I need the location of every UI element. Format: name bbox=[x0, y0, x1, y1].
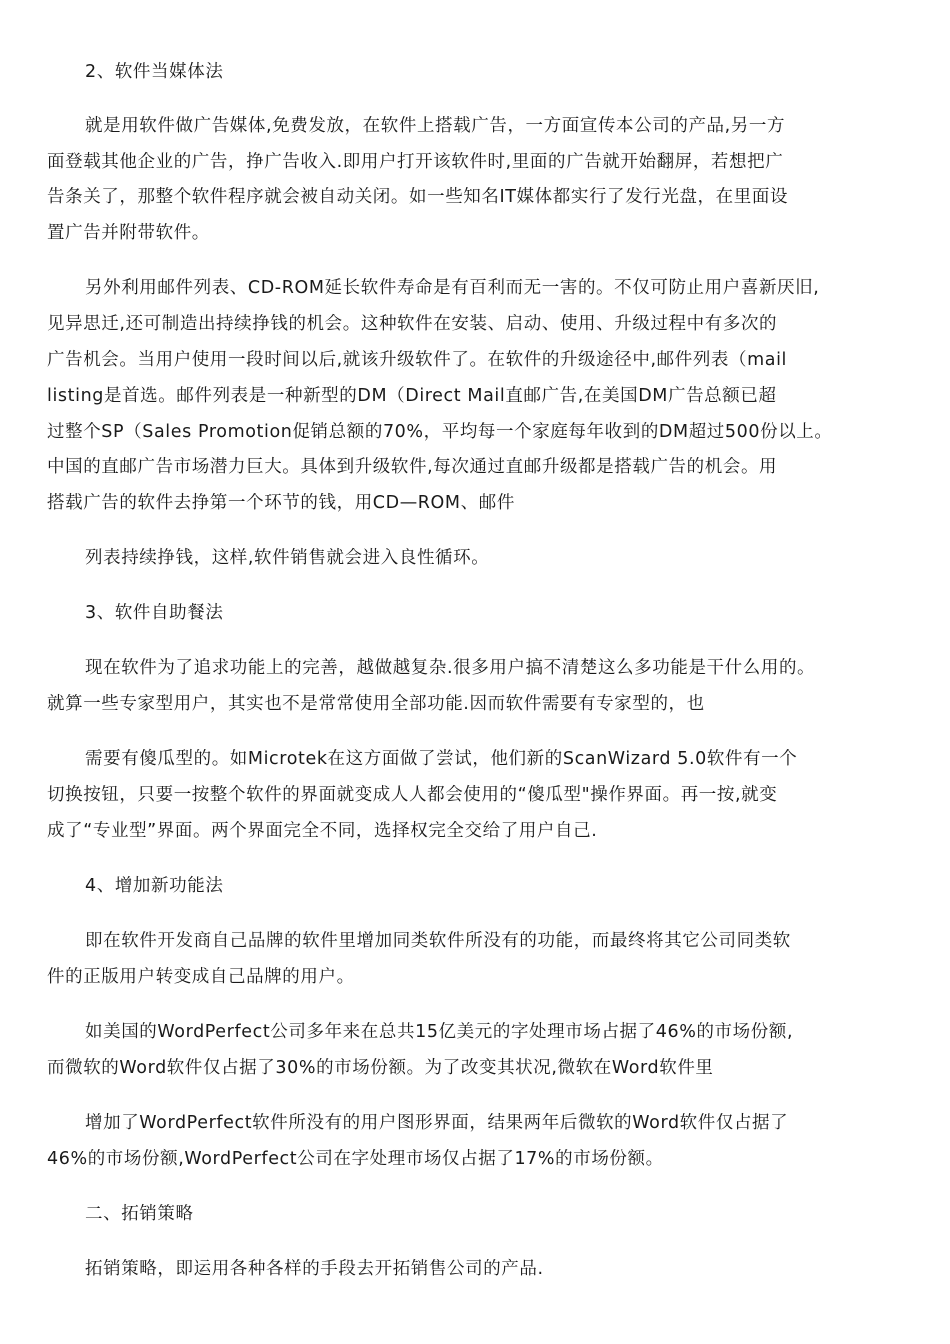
paragraph-line: 需要有傻瓜型的。如Microtek在这方面做了尝试，他们新的ScanWizard 5.0软件有一个 bbox=[85, 749, 798, 769]
paragraph-line: 切换按钮，只要一按整个软件的界面就变成人人都会使用的“傻瓜型"操作界面。再一按,就变 bbox=[47, 785, 778, 805]
paragraph-line: listing是首选。邮件列表是一种新型的DM（Direct Mail直邮广告,在美国DM广告总额已超 bbox=[47, 386, 777, 406]
paragraph-line: 46%的市场份额,WordPerfect公司在字处理市场仅占据了17%的市场份额。 bbox=[47, 1149, 664, 1169]
paragraph-line: 告条关了，那整个软件程序就会被自动关闭。如一些知名IT媒体都实行了发行光盘，在里面设 bbox=[47, 187, 789, 207]
paragraph-line: 件的正版用户转变成自己品牌的用户。 bbox=[47, 967, 355, 987]
paragraph-line: 增加了WordPerfect软件所没有的用户图形界面，结果两年后微软的Word软件仅占据了 bbox=[85, 1113, 789, 1133]
paragraph-line: 另外利用邮件列表、CD-ROM延长软件寿命是有百利而无一害的。不仅可防止用户喜新厌旧, bbox=[85, 278, 820, 298]
paragraph-line: 如美国的WordPerfect公司多年来在总共15亿美元的字处理市场占据了46%的市场份额, bbox=[85, 1022, 794, 1042]
section-heading-2: 2、软件当媒体法 bbox=[85, 62, 224, 82]
paragraph-line: 面登载其他企业的广告，挣广告收入.即用户打开该软件时,里面的广告就开始翻屏，若想把广 bbox=[47, 152, 784, 172]
paragraph-line: 过整个SP（Sales Promotion促销总额的70%，平均每一个家庭每年收到的DM超过500份以上。 bbox=[47, 422, 833, 442]
paragraph-line: 列表持续挣钱，这样,软件销售就会进入良性循环。 bbox=[85, 548, 490, 568]
paragraph-line: 即在软件开发商自己品牌的软件里增加同类软件所没有的功能，而最终将其它公司同类软 bbox=[85, 931, 791, 951]
paragraph-line: 现在软件为了追求功能上的完善，越做越复杂.很多用户搞不清楚这么多功能是干什么用的。 bbox=[85, 658, 816, 678]
paragraph-line: 见异思迁,还可制造出持续挣钱的机会。这种软件在安装、启动、使用、升级过程中有多次的 bbox=[47, 314, 778, 334]
section-heading-two: 二、拓销策略 bbox=[85, 1204, 194, 1224]
paragraph-line: 而微软的Word软件仅占据了30%的市场份额。为了改变其状况,微软在Word软件里 bbox=[47, 1058, 714, 1078]
paragraph-line: 广告机会。当用户使用一段时间以后,就该升级软件了。在软件的升级途径中,邮件列表（mail bbox=[47, 350, 788, 370]
paragraph-line: 成了“专业型”界面。两个界面完全不同，选择权完全交给了用户自己. bbox=[47, 821, 598, 841]
paragraph-line: 就算一些专家型用户，其实也不是常常使用全部功能.因而软件需要有专家型的，也 bbox=[47, 694, 705, 714]
paragraph-line: 就是用软件做广告媒体,免费发放，在软件上搭载广告，一方面宣传本公司的产品,另一方 bbox=[85, 116, 786, 136]
section-heading-4: 4、增加新功能法 bbox=[85, 876, 224, 896]
paragraph-line: 置广告并附带软件。 bbox=[47, 223, 210, 243]
section-heading-3: 3、软件自助餐法 bbox=[85, 603, 224, 623]
paragraph-line: 中国的直邮广告市场潜力巨大。具体到升级软件,每次通过直邮升级都是搭载广告的机会。用 bbox=[47, 457, 778, 477]
paragraph-line: 拓销策略，即运用各种各样的手段去开拓销售公司的产品. bbox=[85, 1259, 544, 1279]
paragraph-line: 搭载广告的软件去挣第一个环节的钱，用CD—ROM、邮件 bbox=[47, 493, 515, 513]
